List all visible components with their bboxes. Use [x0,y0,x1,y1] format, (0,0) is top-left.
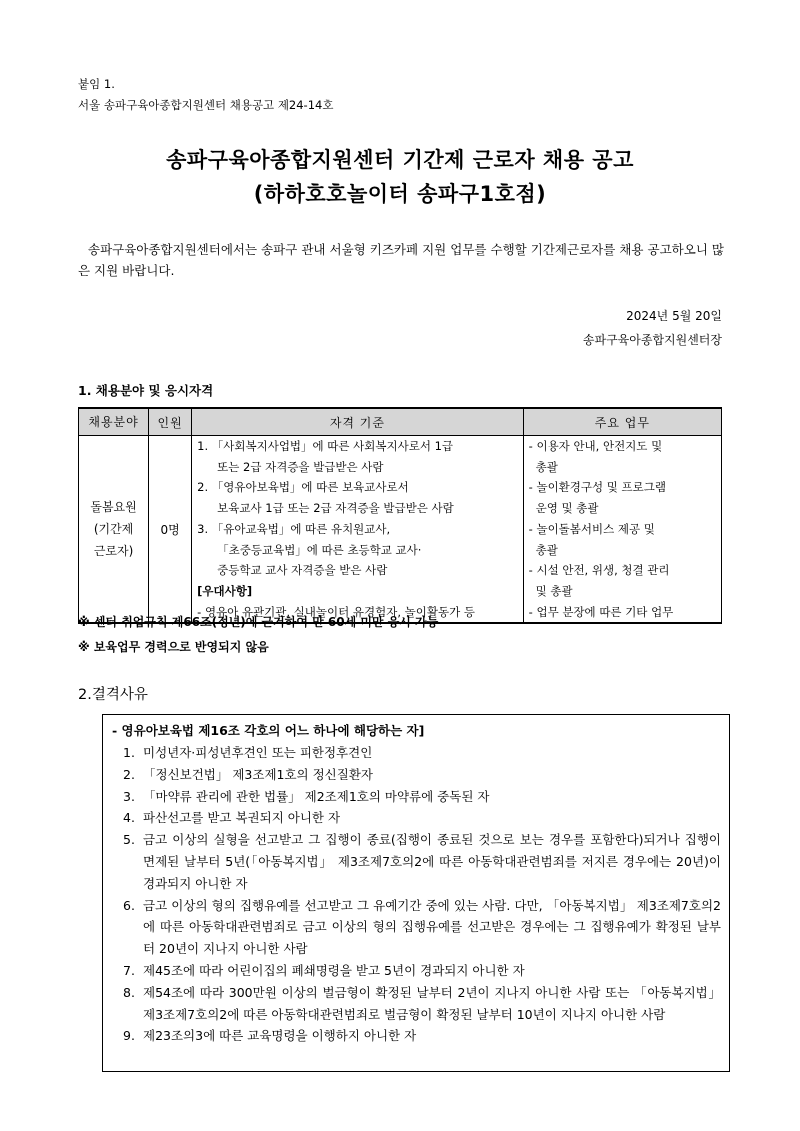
list-item [123,807,721,829]
list-item [123,895,721,960]
item-text: 금고 이상의 실형을 선고받고 그 집행이 종료(집행이 종료된 것으로 보는 경우를 포함한다)되거나 집행이 면제된 날부터 5년(「아동복지법」 제3조제7호의2에 따른 아동학대관련범죄를 저지른 경우에는 20년)이 경과되지 아니한 자 [143,832,721,891]
note-age-limit: ※ 센터 취업규칙 제66조(정년)에 근거하여 만 60세 미만 응시 가능 [78,615,439,629]
attachment-label: 붙임 1. [78,77,115,91]
item-text: 금고 이상의 형의 집행유예를 선고받고 그 유예기간 중에 있는 사람. 다만, 「아동복지법」 제3조제7호의2에 따른 아동학대관련범죄로 금고 이상의 형의 집행유예를 선고받은 경우에는 그 집행유예가 확정된 날부터 20년이 지나지 아니한 사람 [143,897,721,957]
count-cell: 0명 [149,436,192,624]
note-career: ※ 보육업무 경력으로 반영되지 않음 [78,640,269,654]
field-line: 근로자) [93,544,134,559]
item-number: 9. [123,1028,135,1044]
item-text: 미성년자·피성년후견인 또는 피한정후견인 [143,745,373,760]
issuer: 송파구육아종합지원센터장 [582,333,722,347]
field-line: 돌봄요원 [90,500,137,515]
field-line: (기간제 [93,522,134,537]
qualification-item: 1. 「사회복지사업법」에 따른 사회복지사로서 1급 [197,439,454,453]
item-text: 제23조의3에 따른 교육명령을 이행하지 아니한 자 [143,1028,417,1044]
duty-item: 총괄 [535,459,558,474]
page-title: 송파구육아종합지원센터 기간제 근로자 채용 공고 [166,148,634,172]
qualification-item: 3. 「유아교육법」에 따른 유치원교사, [197,521,391,536]
duty-item: - 놀이환경구성 및 프로그램 [528,480,666,495]
item-text: 제54조에 따라 300만원 이상의 벌금형이 확정된 날부터 2년이 지나지 아니한 사람 또는 「아동복지법」 제3조제7호의2에 따른 아동학대관련범죄로 벌금형이 확정된 날부터 10년이 지나지 아니한 사람 [143,984,721,1022]
item-text: 제45조에 따라 어린이집의 폐쇄명령을 받고 5년이 경과되지 아니한 자 [143,962,525,978]
header-field: 채용분야 [79,408,149,436]
qualification-item: 또는 2급 자격증을 발급받은 사람 [217,459,384,474]
qualification-cell [192,436,524,624]
qualification-item: 중등학교 교사 자격증을 받은 사람 [217,563,388,578]
duty-item: 및 총괄 [535,583,573,598]
table-row [79,436,722,624]
list-item [123,960,721,982]
duty-item: - 이용자 안내, 안전지도 및 [528,439,663,453]
item-text: 「정신보건법」 제3조제1호의 정신질환자 [143,766,373,782]
box-heading: - 영유아보육법 제16조 각호의 어느 하나에 해당하는 자] [112,723,425,738]
table-header-row [79,408,722,436]
recruitment-table [78,407,722,624]
item-text: 「마약류 관리에 관한 법률」 제2조제1호의 마약류에 중독된 자 [143,788,490,804]
field-cell [79,436,149,624]
item-number: 1. [123,745,135,760]
list-item [123,829,721,894]
item-text: 파산선고를 받고 복권되지 아니한 자 [143,810,341,826]
item-number: 3. [123,788,135,804]
item-number: 2. [123,766,135,782]
duty-item: - 시설 안전, 위생, 청결 관리 [528,563,670,578]
list-item [123,786,721,808]
duty-item: - 업무 분장에 따른 기타 업무 [528,604,674,619]
header-duties: 주요 업무 [523,408,721,436]
item-number: 7. [123,962,135,978]
item-number: 8. [123,984,135,1000]
item-number: 6. [123,897,135,913]
item-number: 4. [123,810,135,826]
qualification-list [192,436,523,622]
qualification-item: 보육교사 1급 또는 2급 자격증을 발급받은 사람 [217,501,454,516]
header-count: 인원 [149,408,192,436]
qualification-item: [우대사항] [197,583,253,598]
duty-item: - 놀이돌봄서비스 제공 및 [528,521,655,536]
item-number: 5. [123,832,135,848]
duties-list [524,436,721,622]
qualification-item: 2. 「영유아보육법」에 따른 보육교사로서 [197,480,409,495]
duty-item: 운영 및 총괄 [535,501,599,516]
list-item [123,742,721,764]
intro-paragraph: 송파구육아종합지원센터에서는 송파구 관내 서울형 키즈카페 지원 업무를 수행할 기간제근로자를 채용 공고하오니 많은 지원 바랍니다. [78,242,724,278]
duty-item: 총괄 [535,542,558,557]
notice-reference: 서울 송파구육아종합지원센터 채용공고 제24-14호 [78,98,334,112]
list-item [123,1025,721,1047]
duties-cell [523,436,721,624]
header-qualification: 자격 기준 [192,408,524,436]
notice-date: 2024년 5월 20일 [626,309,722,323]
disqualification-list [123,742,721,1047]
list-item [123,982,721,1026]
qualification-item: 「초중등교육법」에 따른 초등학교 교사· [217,542,422,557]
section1-heading: 1. 채용분야 및 응시자격 [78,383,214,398]
page-subtitle: (하하호호놀이터 송파구1호점) [253,182,547,206]
qualification-item: - 영유아 유관기관, 실내놀이터 유경험자, 놀이활동가 등 [197,604,475,619]
section2-heading: 2.결격사유 [78,687,148,703]
disqualification-box [102,714,730,1072]
list-item [123,764,721,786]
